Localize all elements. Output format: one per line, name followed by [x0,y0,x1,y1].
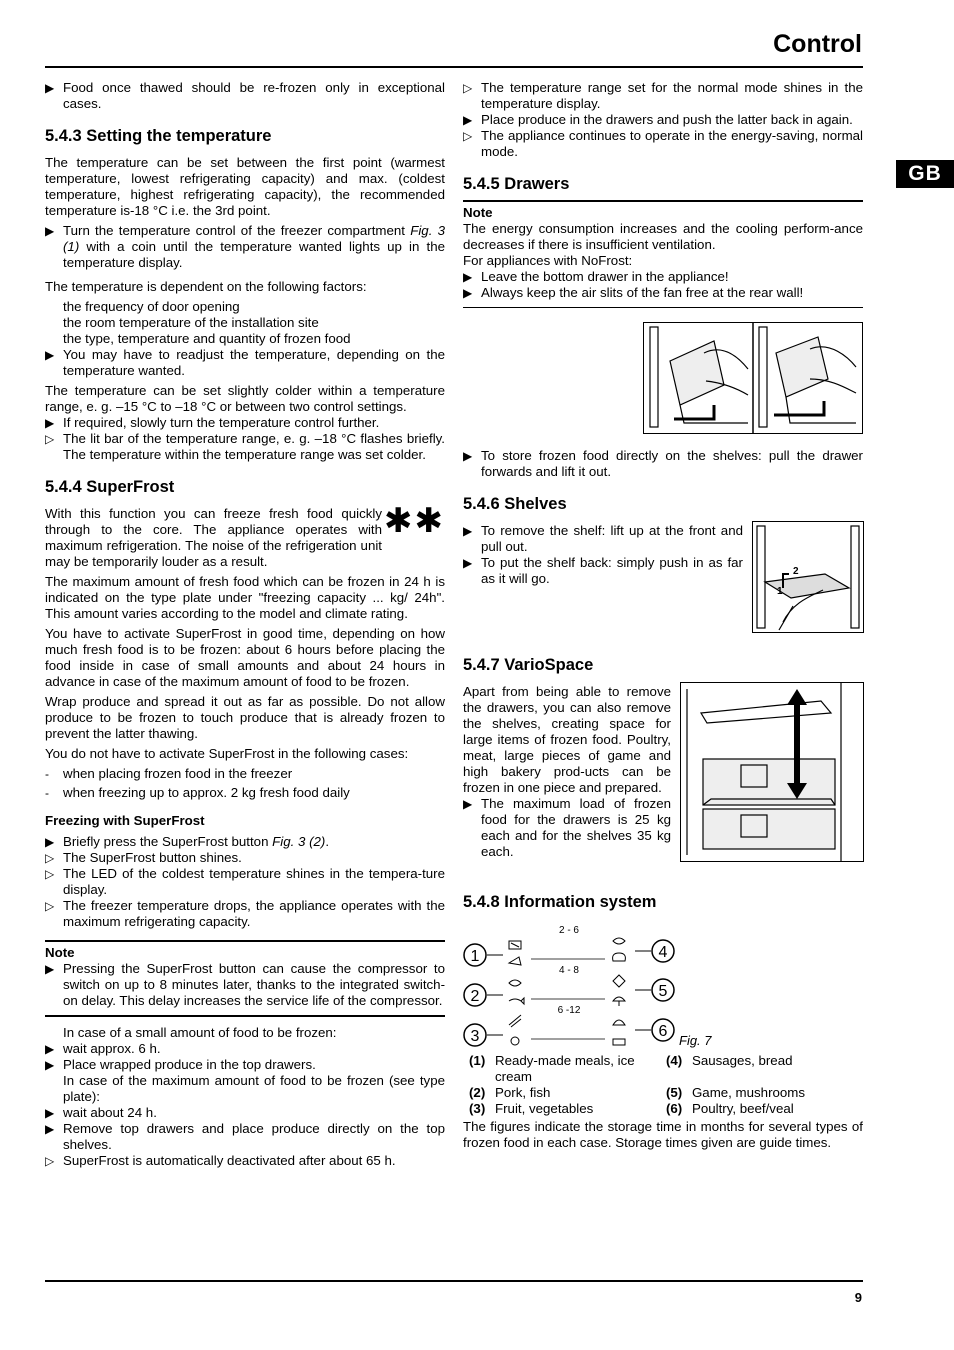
paragraph: You have to activate SuperFrost in good time, depending on how much fresh food is to be frozen: about 6 hours before placing the food inside in case of small amounts and about 24 hours in advance in case of the maximum amount of food to be frozen. [45,626,445,689]
superfrost-snowflake-icon: ✱✱ [384,502,445,540]
legend [463,1053,863,1117]
bullet-item: ▶ Leave the bottom drawer in the appliance! [463,269,729,284]
circle-label-1: 1 [470,948,480,965]
legend-item: (3) Fruit, vegetables [469,1101,594,1116]
footer-rule [45,1280,863,1282]
shelf-illustration [753,522,863,632]
drawer-removal-figure [643,322,863,434]
vegetable-icon [509,1015,521,1027]
storage-symbols-chart [463,921,863,1051]
bullet-item: ▶ wait about 24 h. [45,1105,157,1120]
heading-shelves: 5.4.6 Shelves [463,495,567,513]
mushroom-icon [613,997,625,1006]
paragraph: Wrap produce and spread it out as far as possible. Do not allow produce to be frozen to touch produce that is already frozen to prevent the latter thawing. [45,694,445,741]
paragraph: The temperature is dependent on the following factors: [45,279,367,294]
bullet-item: ▶ Place wrapped produce in the top drawers. [45,1057,316,1072]
dash-item: - when freezing up to approx. 2 kg fresh food daily [45,785,350,800]
result-item: ▷ The lit bar of the temperature range, e. g. –18 °C flashes briefly. The temperature within the temperature range was set colder. [45,431,445,462]
shelf-removal-figure [752,521,864,633]
poultry-icon [613,1020,625,1025]
bread-icon [613,953,626,961]
bullet-item: ▶ Food once thawed should be re-frozen only in exceptional cases. [45,80,445,111]
paragraph: In case of a small amount of food to be frozen: [63,1025,337,1040]
paragraph: The temperature can be set between the first point (warmest temperature, lowest refrigerating capacity) and max. (coldest temperature, highest refrigerating capacity), the recommended temperature is-18 °C i.e. the 3rd point. [45,155,445,218]
bullet-item: ▶ Place produce in the drawers and push the latter back in again. [463,112,853,127]
sausage-icon [613,938,625,944]
subheading-freezing: Freezing with SuperFrost [45,813,205,828]
storage-range-3: 6 -12 [557,1005,581,1016]
storage-range-2: 4 - 8 [558,965,580,976]
variospace-figure [680,682,864,862]
note-text: For appliances with NoFrost: [463,253,633,268]
left-column [45,80,445,1169]
result-item: ▷ The appliance continues to operate in the energy-saving, normal mode. [463,128,863,159]
circle-label-4: 4 [658,944,668,961]
fruit-icon [511,1037,519,1045]
factor-item: the frequency of door opening [63,299,240,314]
legend-item: (2) Pork, fish [469,1085,551,1100]
legend-item: (1) Ready-made meals, ice cream [469,1053,635,1084]
pork-icon [509,980,521,986]
information-system-figure [463,921,863,1055]
figure-caption: Fig. 7 [679,1033,712,1048]
page-title: Control [773,30,862,58]
result-item: ▷ The SuperFrost button shines. [45,850,242,865]
variospace-illustration [681,683,863,861]
result-item: ▷ The freezer temperature drops, the appliance operates with the maximum refrigerating capacity. [45,898,445,929]
factor-item: the room temperature of the installation site [63,315,319,330]
shelf-step-1: 1 [777,586,783,597]
factor-item: the type, temperature and quantity of frozen food [63,331,351,346]
shelf-step-2: 2 [793,566,799,577]
paragraph: The figures indicate the storage time in months for several types of frozen food in each case. Storage times given are guide times. [463,1119,863,1150]
note-text: The energy consumption increases and the cooling perform-ance decreases if there is insufficient ventilation. [463,221,863,252]
circle-label-3: 3 [470,1028,480,1045]
legend-item: (4) Sausages, bread [665,1053,793,1068]
paragraph: The maximum amount of fresh food which can be frozen in 24 h is indicated on the type plate under "freezing capacity ... kg/ 24h". This amount varies according to the model and climate rating. [45,574,445,621]
circle-label-2: 2 [470,988,480,1005]
bullet-item: ▶ Remove top drawers and place produce directly on the top shelves. [45,1121,445,1152]
note-box [463,200,863,308]
note-box [45,940,445,1017]
bullet-item: ▶ To remove the shelf: lift up at the front and pull out. [463,523,743,554]
note-item: ▶ Pressing the SuperFrost button can cause the compressor to switch on up to 8 minutes later, thanks to the integrated switch-on delay. This delay increases the service life of the compressor. [45,961,445,1008]
legend-item: (5) Game, mushrooms [665,1085,806,1100]
note-title: Note [45,945,75,960]
bullet-item: ▶ If required, slowly turn the temperature control further. [45,415,380,430]
fish-icon [509,998,524,1004]
bullet-item: ▶ To put the shelf back: simply push in as far as it will go. [463,555,743,586]
result-item: ▷ The LED of the coldest temperature shines in the tempera-ture display. [45,866,445,897]
bullet-item: ▶ Briefly press the SuperFrost button Fig. 3 (2). [45,834,330,849]
heading-drawers: 5.4.5 Drawers [463,175,570,193]
heading-variospace: 5.4.7 VarioSpace [463,656,594,674]
game-icon [613,975,625,987]
paragraph: You do not have to activate SuperFrost in the following cases: [45,746,409,761]
note-title: Note [463,205,493,220]
paragraph: Apart from being able to remove the drawers, you can also remove the shelves, creating space for large items of frozen food. Poultry, meat, large pieces of game and high bakery prod-ucts can be frozen in one piece and prepared. [463,684,671,795]
paragraph: The temperature can be set slightly colder within a temperature range, e. g. –15 °C to –18 °C or between two control settings. [45,383,445,414]
bullet-item: ▶ You may have to readjust the temperature, depending on the temperature wanted. [45,347,445,378]
page-number: 9 [854,1290,862,1305]
language-tab: GB [896,160,954,188]
bullet-item: ▶ Always keep the air slits of the fan free at the rear wall! [463,285,804,300]
beef-icon [613,1039,625,1045]
result-item: ▷ SuperFrost is automatically deactivated after about 65 h. [45,1153,396,1168]
heading-superfrost: 5.4.4 SuperFrost [45,478,175,496]
storage-range-1: 2 - 6 [558,925,580,936]
dash-item: - when placing frozen food in the freezer [45,766,293,781]
ready-meal-icon [509,941,521,949]
header-rule [45,66,863,68]
ice-cream-icon [509,957,521,965]
heading-setting-temperature: 5.4.3 Setting the temperature [45,127,272,145]
right-column [463,80,863,1155]
bullet-item: ▶ The maximum load of frozen food for the drawers is 25 kg each and for the shelves 35 kg each. [463,796,671,859]
circle-label-6: 6 [658,1023,668,1040]
result-item: ▷ The temperature range set for the normal mode shines in the temperature display. [463,80,863,111]
paragraph: With this function you can freeze fresh food quickly through to the core. The appliance operates with maximum refrigeration. The noise of the refrigeration unit may be temporarily louder as a result. [45,506,382,569]
circle-label-5: 5 [658,983,668,1000]
bullet-item: ▶ Turn the temperature control of the freezer compartment Fig. 3 (1) with a coin until the temperature wanted lights up in the temperature display. [45,223,445,270]
heading-information-system: 5.4.8 Information system [463,893,657,911]
drawer-illustration [644,323,862,433]
legend-item: (6) Poultry, beef/veal [665,1101,794,1116]
paragraph: In case of the maximum amount of food to be frozen (see type plate): [63,1073,445,1104]
bullet-item: ▶ wait approx. 6 h. [45,1041,161,1056]
bullet-item: ▶ To store frozen food directly on the shelves: pull the drawer forwards and lift it out. [463,448,863,479]
